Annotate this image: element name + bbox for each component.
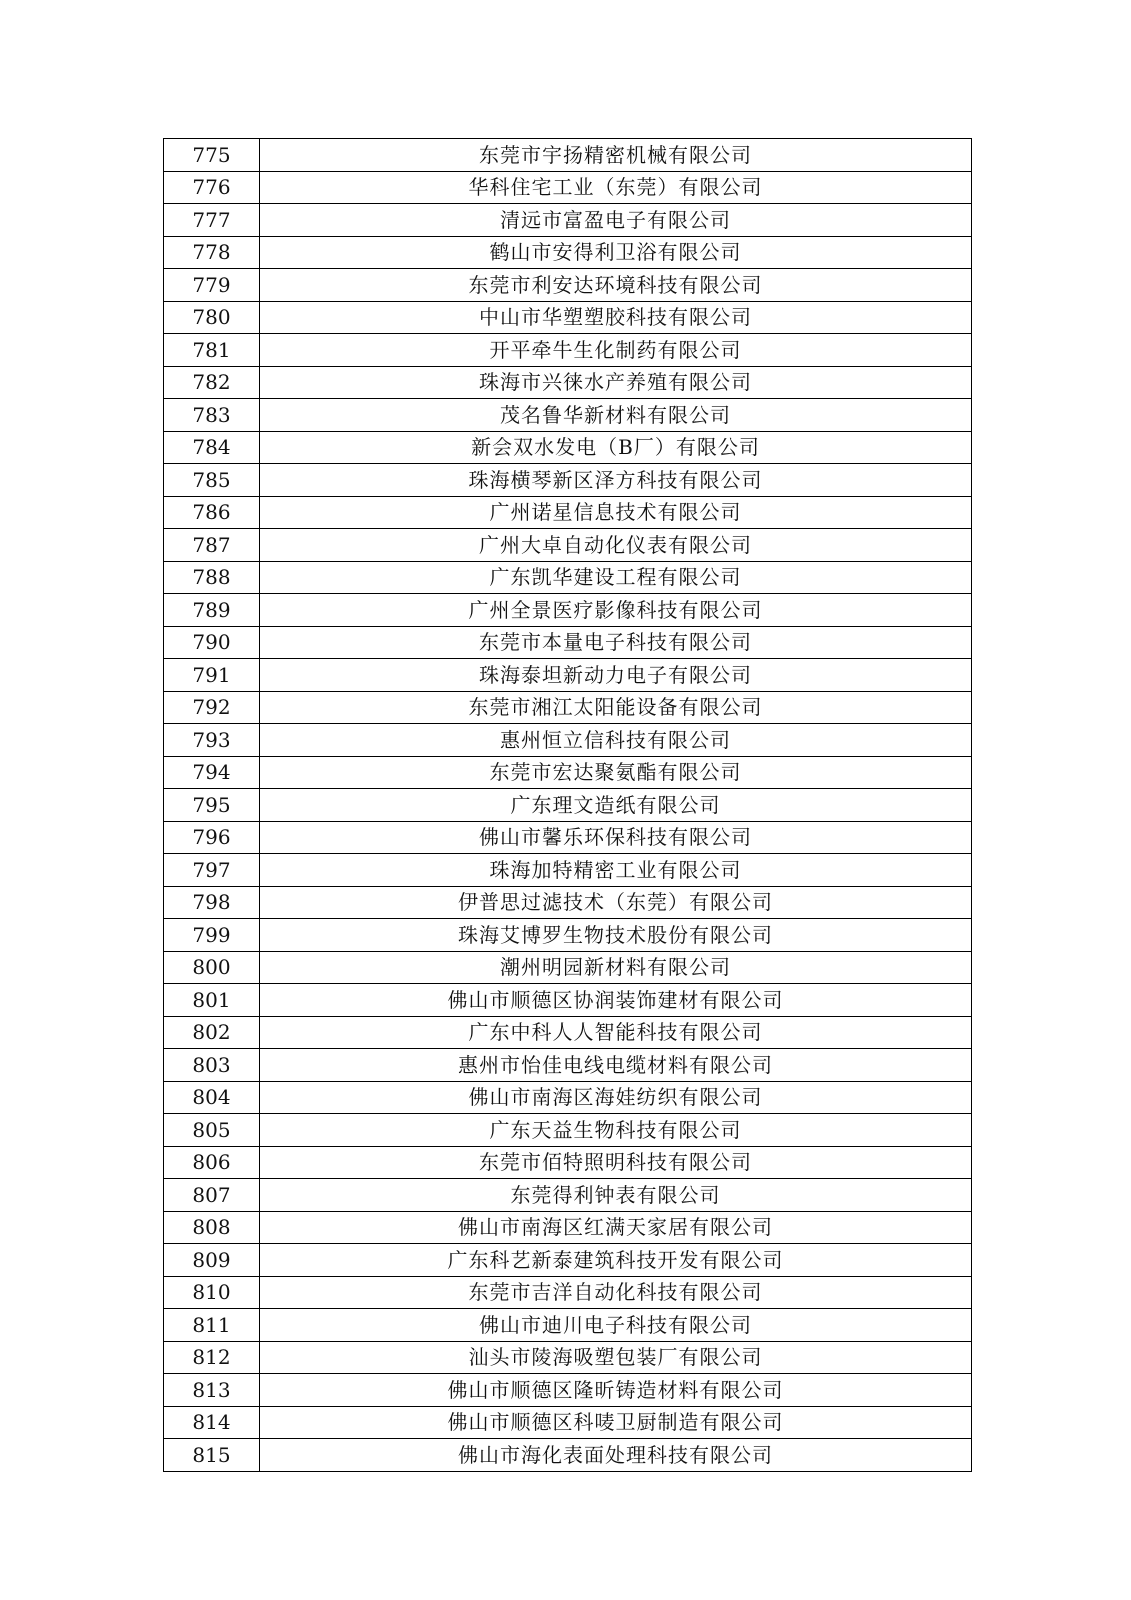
table-row <box>164 561 972 594</box>
table-row <box>164 366 972 399</box>
company-name: 广东科艺新泰建筑科技开发有限公司 <box>260 1244 972 1277</box>
company-name: 鹤山市安得利卫浴有限公司 <box>260 236 972 269</box>
company-name: 汕头市陵海吸塑包装厂有限公司 <box>260 1341 972 1374</box>
company-name: 中山市华塑塑胶科技有限公司 <box>260 301 972 334</box>
table-row <box>164 236 972 269</box>
company-name: 开平牵牛生化制药有限公司 <box>260 334 972 367</box>
table-row <box>164 951 972 984</box>
row-number: 792 <box>164 691 260 724</box>
company-name: 东莞得利钟表有限公司 <box>260 1179 972 1212</box>
row-number: 809 <box>164 1244 260 1277</box>
table-row <box>164 431 972 464</box>
company-name: 珠海泰坦新动力电子有限公司 <box>260 659 972 692</box>
table-row <box>164 496 972 529</box>
table-row <box>164 529 972 562</box>
company-name: 佛山市南海区海娃纺织有限公司 <box>260 1081 972 1114</box>
table-row <box>164 399 972 432</box>
row-number: 796 <box>164 821 260 854</box>
company-name: 佛山市顺德区隆昕铸造材料有限公司 <box>260 1374 972 1407</box>
company-name: 东莞市宏达聚氨酯有限公司 <box>260 756 972 789</box>
table-row <box>164 1114 972 1147</box>
table-row <box>164 756 972 789</box>
table-row <box>164 724 972 757</box>
table-row <box>164 789 972 822</box>
table-row <box>164 1179 972 1212</box>
company-name: 东莞市利安达环境科技有限公司 <box>260 269 972 302</box>
row-number: 788 <box>164 561 260 594</box>
company-name: 茂名鲁华新材料有限公司 <box>260 399 972 432</box>
table-row <box>164 919 972 952</box>
row-number: 780 <box>164 301 260 334</box>
row-number: 781 <box>164 334 260 367</box>
company-name: 佛山市南海区红满天家居有限公司 <box>260 1211 972 1244</box>
row-number: 779 <box>164 269 260 302</box>
table-row <box>164 984 972 1017</box>
company-name: 佛山市馨乐环保科技有限公司 <box>260 821 972 854</box>
company-name: 珠海横琴新区泽方科技有限公司 <box>260 464 972 497</box>
company-name: 佛山市海化表面处理科技有限公司 <box>260 1439 972 1472</box>
company-name: 广州诺星信息技术有限公司 <box>260 496 972 529</box>
company-name: 广州大卓自动化仪表有限公司 <box>260 529 972 562</box>
company-name: 惠州市怡佳电线电缆材料有限公司 <box>260 1049 972 1082</box>
table-row <box>164 204 972 237</box>
row-number: 790 <box>164 626 260 659</box>
table-row <box>164 464 972 497</box>
table-row <box>164 626 972 659</box>
row-number: 782 <box>164 366 260 399</box>
row-number: 786 <box>164 496 260 529</box>
row-number: 803 <box>164 1049 260 1082</box>
row-number: 811 <box>164 1309 260 1342</box>
row-number: 813 <box>164 1374 260 1407</box>
company-name: 广东凯华建设工程有限公司 <box>260 561 972 594</box>
company-name: 东莞市本量电子科技有限公司 <box>260 626 972 659</box>
row-number: 798 <box>164 886 260 919</box>
table-row <box>164 269 972 302</box>
table-row <box>164 886 972 919</box>
row-number: 795 <box>164 789 260 822</box>
row-number: 785 <box>164 464 260 497</box>
table-row <box>164 334 972 367</box>
row-number: 784 <box>164 431 260 464</box>
table-row <box>164 854 972 887</box>
table-row <box>164 1016 972 1049</box>
company-name: 东莞市佰特照明科技有限公司 <box>260 1146 972 1179</box>
row-number: 787 <box>164 529 260 562</box>
company-name: 惠州恒立信科技有限公司 <box>260 724 972 757</box>
table-row <box>164 1406 972 1439</box>
row-number: 801 <box>164 984 260 1017</box>
company-name: 广东理文造纸有限公司 <box>260 789 972 822</box>
row-number: 783 <box>164 399 260 432</box>
table-row <box>164 1049 972 1082</box>
row-number: 799 <box>164 919 260 952</box>
row-number: 791 <box>164 659 260 692</box>
table-body <box>164 139 972 1472</box>
company-name: 珠海市兴徕水产养殖有限公司 <box>260 366 972 399</box>
row-number: 789 <box>164 594 260 627</box>
company-name: 潮州明园新材料有限公司 <box>260 951 972 984</box>
company-name: 东莞市湘江太阳能设备有限公司 <box>260 691 972 724</box>
table-row <box>164 1081 972 1114</box>
row-number: 815 <box>164 1439 260 1472</box>
row-number: 808 <box>164 1211 260 1244</box>
row-number: 810 <box>164 1276 260 1309</box>
row-number: 797 <box>164 854 260 887</box>
row-number: 800 <box>164 951 260 984</box>
row-number: 806 <box>164 1146 260 1179</box>
company-name: 广东中科人人智能科技有限公司 <box>260 1016 972 1049</box>
table-row <box>164 171 972 204</box>
row-number: 777 <box>164 204 260 237</box>
row-number: 802 <box>164 1016 260 1049</box>
row-number: 814 <box>164 1406 260 1439</box>
table-row <box>164 139 972 172</box>
table-row <box>164 821 972 854</box>
row-number: 812 <box>164 1341 260 1374</box>
company-name: 东莞市宇扬精密机械有限公司 <box>260 139 972 172</box>
row-number: 804 <box>164 1081 260 1114</box>
table-row <box>164 1244 972 1277</box>
table-row <box>164 301 972 334</box>
company-name: 佛山市顺德区协润装饰建材有限公司 <box>260 984 972 1017</box>
row-number: 778 <box>164 236 260 269</box>
company-list-table <box>163 138 972 1472</box>
company-name: 东莞市吉洋自动化科技有限公司 <box>260 1276 972 1309</box>
company-name: 佛山市顺德区科唛卫厨制造有限公司 <box>260 1406 972 1439</box>
company-name: 广东天益生物科技有限公司 <box>260 1114 972 1147</box>
row-number: 793 <box>164 724 260 757</box>
table-row <box>164 1439 972 1472</box>
table-row <box>164 691 972 724</box>
table-row <box>164 1146 972 1179</box>
row-number: 807 <box>164 1179 260 1212</box>
row-number: 775 <box>164 139 260 172</box>
table-row <box>164 1211 972 1244</box>
row-number: 776 <box>164 171 260 204</box>
company-name: 新会双水发电（B厂）有限公司 <box>260 431 972 464</box>
table-row <box>164 659 972 692</box>
company-name: 珠海加特精密工业有限公司 <box>260 854 972 887</box>
table-row <box>164 1341 972 1374</box>
table-row <box>164 1374 972 1407</box>
row-number: 794 <box>164 756 260 789</box>
company-name: 华科住宅工业（东莞）有限公司 <box>260 171 972 204</box>
company-name: 佛山市迪川电子科技有限公司 <box>260 1309 972 1342</box>
company-name: 伊普思过滤技术（东莞）有限公司 <box>260 886 972 919</box>
table-row <box>164 594 972 627</box>
company-name: 广州全景医疗影像科技有限公司 <box>260 594 972 627</box>
table-row <box>164 1309 972 1342</box>
company-name: 珠海艾博罗生物技术股份有限公司 <box>260 919 972 952</box>
table-row <box>164 1276 972 1309</box>
row-number: 805 <box>164 1114 260 1147</box>
company-name: 清远市富盈电子有限公司 <box>260 204 972 237</box>
